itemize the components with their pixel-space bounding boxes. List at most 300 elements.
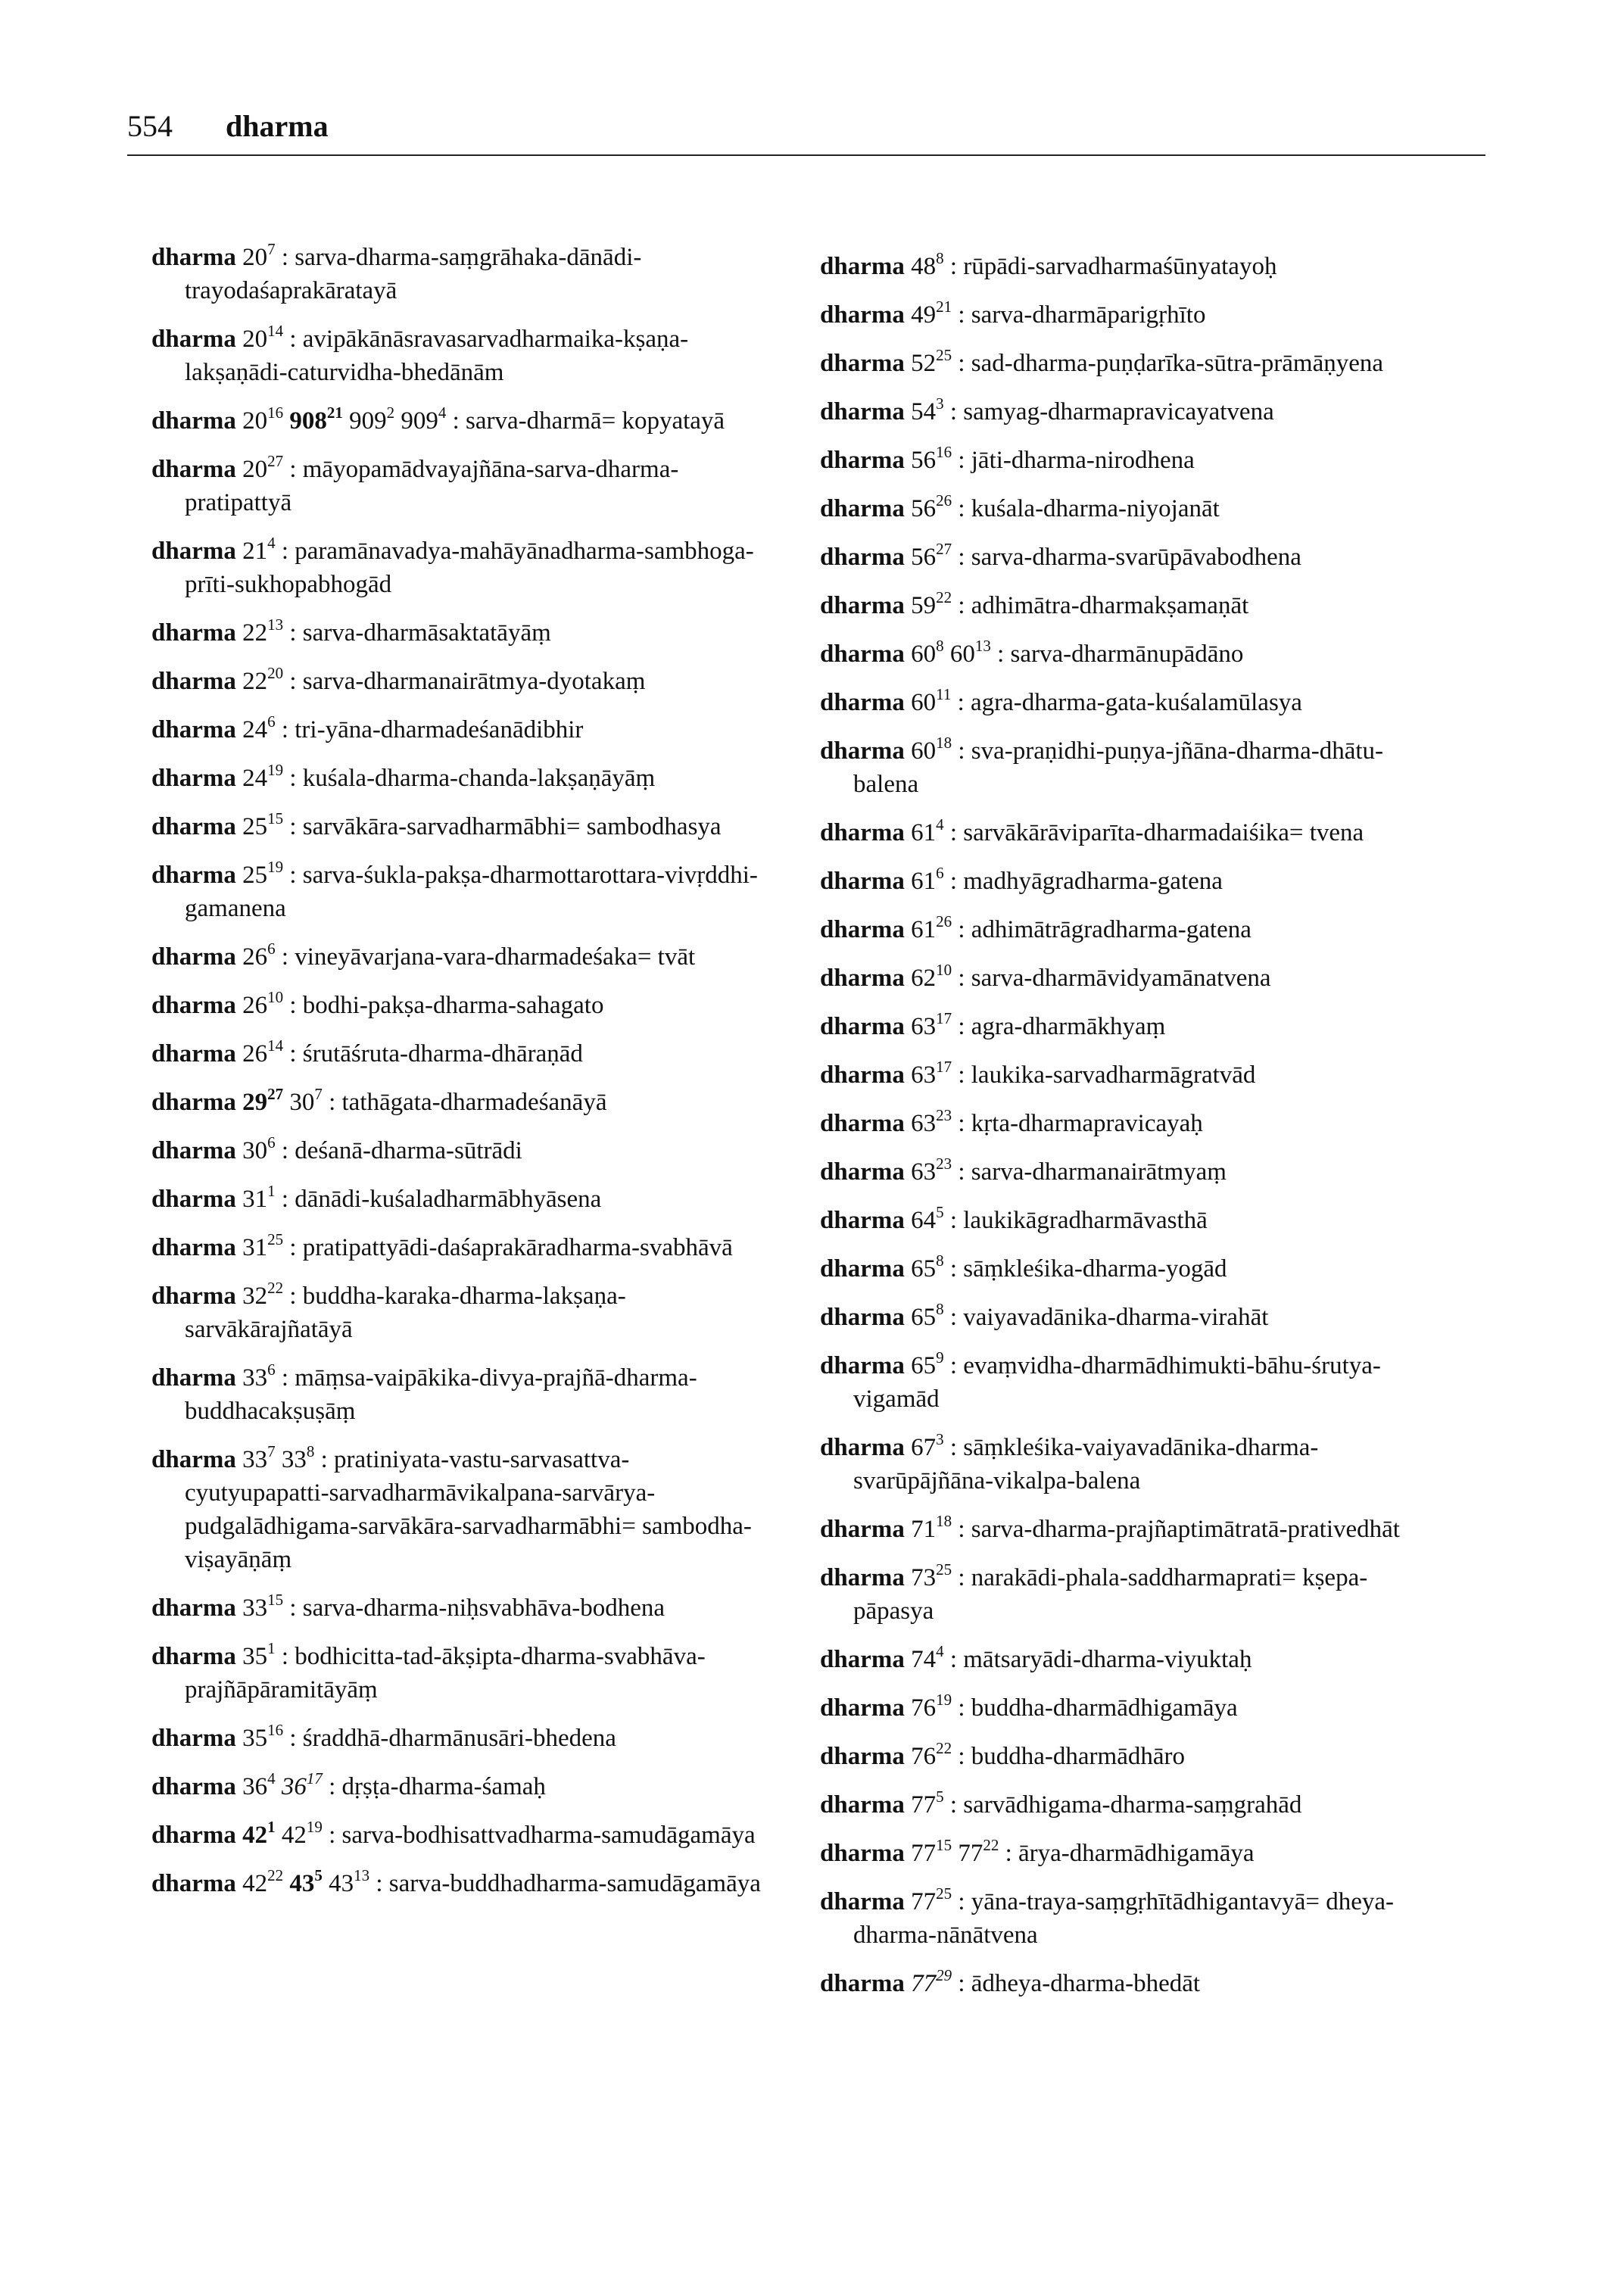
entry-headword: dharma [151, 943, 236, 971]
reference-line: 23 [936, 1155, 952, 1173]
entry-reference [911, 1009, 952, 1040]
reference-page: 56 [911, 447, 937, 474]
reference-page: 24 [242, 716, 268, 743]
reference-page: 59 [911, 592, 937, 619]
index-entry [820, 1058, 1441, 1092]
entry-headword: dharma [151, 1594, 236, 1622]
index-entry [820, 1788, 1441, 1822]
reference-page: 54 [911, 398, 937, 425]
reference-page: 74 [911, 1646, 937, 1673]
entry-headword: dharma [151, 1137, 236, 1164]
entry-headword: dharma [151, 619, 236, 647]
entry-reference [911, 961, 952, 992]
index-entry [820, 1837, 1441, 1870]
entry-reference [242, 988, 284, 1019]
reference-line: 1 [267, 1818, 276, 1836]
entry-reference [242, 1818, 276, 1849]
reference-page: 33 [242, 1446, 268, 1473]
entry-headword: dharma [820, 1516, 905, 1543]
entry-text: : sāṃkleśika-vaiyavadānika-dharma-svarūpājñāna-vikalpa-balena [853, 1434, 1319, 1495]
index-entry [820, 1204, 1441, 1237]
reference-page: 63 [911, 1110, 937, 1137]
entry-reference [242, 452, 284, 483]
reference-line: 3 [936, 394, 944, 413]
entry-headword: dharma [820, 1110, 905, 1137]
entry-text: : rūpādi-sarvadharmaśūnyatayoḥ [949, 253, 1277, 280]
reference-page: 65 [911, 1352, 937, 1379]
reference-page: 33 [242, 1364, 268, 1392]
entry-reference [242, 1361, 276, 1392]
entry-text: : laukikāgradharmāvasthā [949, 1207, 1208, 1234]
entry-reference [911, 1788, 944, 1819]
entry-headword: dharma [820, 1013, 905, 1040]
reference-line: 16 [936, 443, 952, 461]
reference-page: 25 [242, 813, 268, 840]
reference-line: 14 [267, 1036, 284, 1055]
entry-text: : sva-praṇidhi-puṇya-jñāna-dharma-dhātu-balena [853, 737, 1384, 798]
index-entry [151, 1770, 772, 1803]
entry-reference [911, 815, 944, 846]
entry-text: : agra-dharmākhyaṃ [958, 1013, 1166, 1040]
reference-page: 63 [911, 1158, 937, 1186]
entry-text: : śraddhā-dharmānusāri-bhedena [289, 1725, 616, 1752]
reference-page: 42 [242, 1870, 268, 1897]
entry-reference [329, 1866, 370, 1897]
entry-reference [911, 734, 952, 765]
reference-line: 23 [936, 1106, 952, 1124]
entry-text: : tathāgata-dharmadeśanāyā [329, 1089, 607, 1116]
entry-text: : sarva-dharma-niḥsvabhāva-bodhena [289, 1594, 665, 1622]
entry-headword: dharma [151, 716, 236, 743]
entry-text: : bodhi-pakṣa-dharma-sahagato [289, 992, 604, 1019]
reference-line: 21 [326, 404, 343, 422]
entry-reference [911, 685, 952, 716]
reference-page: 35 [242, 1725, 268, 1752]
index-entry [151, 1134, 772, 1167]
entry-headword: dharma [820, 916, 905, 943]
entry-headword: dharma [151, 668, 236, 695]
entry-text: : śrutāśruta-dharma-dhāraṇād [289, 1040, 583, 1068]
reference-page: 63 [911, 1013, 937, 1040]
reference-page: 22 [242, 668, 268, 695]
entry-reference [911, 1058, 952, 1089]
entry-text: : sarva-dharmāparigṛhīto [958, 301, 1206, 329]
reference-page: 76 [911, 1743, 937, 1770]
index-entry [151, 859, 772, 925]
reference-page: 32 [242, 1283, 268, 1310]
reference-line: 18 [936, 1512, 952, 1530]
entry-reference [911, 1884, 952, 1915]
entry-text: : pratiniyata-vastu-sarvasattva-cyutyupapatti-sarvadharmāvikalpana-sarvārya-pudgalādhigama-sarvākāra-sarvadharmābhi= sambodha-viṣayāṇāṃ [185, 1446, 752, 1573]
reference-page: 77 [958, 1840, 983, 1867]
reference-line: 5 [936, 1788, 944, 1806]
reference-line: 9 [936, 1348, 944, 1367]
reference-line: 21 [936, 298, 952, 316]
entry-reference [289, 1085, 323, 1116]
reference-page: 52 [911, 350, 937, 377]
reference-line: 22 [936, 1739, 952, 1757]
reference-page: 60 [911, 641, 937, 668]
reference-line: 6 [267, 712, 276, 731]
reference-line: 27 [267, 452, 284, 470]
index-entry [151, 1591, 772, 1625]
header-rule [127, 154, 1485, 156]
entry-headword: dharma [820, 737, 905, 765]
index-entry [820, 541, 1441, 574]
index-entry [820, 913, 1441, 946]
index-entry [820, 962, 1441, 995]
reference-line: 1 [267, 1639, 276, 1657]
entry-headword: dharma [820, 1352, 905, 1379]
reference-page: 64 [911, 1207, 937, 1234]
entry-headword: dharma [820, 1646, 905, 1673]
reference-page: 30 [242, 1137, 268, 1164]
entry-headword: dharma [820, 1434, 905, 1461]
reference-line: 8 [306, 1442, 315, 1460]
index-entry [820, 589, 1441, 622]
reference-line: 4 [267, 534, 276, 552]
index-entry [820, 298, 1441, 332]
reference-line: 17 [306, 1769, 323, 1788]
entry-text: : laukika-sarvadharmāgratvād [958, 1061, 1256, 1089]
index-entry [151, 1640, 772, 1706]
index-entry [820, 1155, 1441, 1189]
entry-text: : ādheya-dharma-bhedāt [958, 1970, 1201, 1997]
entry-text: : sarva-dharma-svarūpāvabodhena [958, 544, 1301, 571]
reference-line: 2 [386, 404, 395, 422]
entry-reference [242, 404, 284, 435]
reference-page: 77 [911, 1888, 937, 1915]
entry-reference [281, 1769, 323, 1800]
entry-headword: dharma [151, 456, 236, 483]
index-entry [820, 1513, 1441, 1546]
entry-headword: dharma [151, 1089, 236, 1116]
entry-reference [911, 1836, 952, 1867]
index-entry [151, 713, 772, 746]
index-entry [820, 1301, 1441, 1334]
reference-line: 6 [267, 940, 276, 958]
index-entry [820, 395, 1441, 429]
index-entry [820, 1967, 1441, 2000]
index-entry [151, 1361, 772, 1428]
entry-reference [349, 404, 395, 435]
reference-page: 42 [281, 1822, 307, 1849]
reference-page: 908 [289, 407, 327, 435]
entry-headword: dharma [151, 1186, 236, 1213]
reference-line: 4 [267, 1769, 276, 1788]
reference-line: 18 [936, 734, 952, 752]
reference-page: 36 [242, 1773, 268, 1800]
reference-line: 22 [983, 1836, 999, 1854]
reference-page: 71 [911, 1516, 937, 1543]
reference-page: 20 [242, 244, 268, 271]
entry-text: : sarva-śukla-pakṣa-dharmottarottara-vivṛddhi-gamanena [185, 862, 758, 922]
reference-page: 62 [911, 965, 937, 992]
index-entry [820, 347, 1441, 380]
index-entry [151, 1183, 772, 1216]
entry-reference [911, 1430, 944, 1461]
entry-reference [911, 346, 952, 377]
index-entry [820, 250, 1441, 283]
entry-reference [242, 1133, 276, 1164]
entry-headword: dharma [151, 1870, 236, 1897]
entry-text: : sarva-dharmanairātmyaṃ [958, 1158, 1227, 1186]
entry-headword: dharma [820, 1694, 905, 1722]
entry-reference [242, 858, 284, 889]
reference-page: 31 [242, 1186, 268, 1213]
index-entry [151, 810, 772, 843]
entry-headword: dharma [151, 1725, 236, 1752]
entry-reference [911, 1300, 944, 1331]
entry-headword: dharma [151, 1283, 236, 1310]
index-entry [151, 241, 772, 307]
reference-page: 60 [911, 737, 937, 765]
entry-reference [242, 1182, 276, 1213]
entry-text: : madhyāgradharma-gatena [949, 868, 1223, 895]
reference-line: 26 [936, 491, 952, 510]
index-entry [151, 616, 772, 650]
index-entry [820, 816, 1441, 849]
index-entry [820, 1349, 1441, 1416]
entry-reference [911, 1106, 952, 1137]
entry-reference [911, 637, 944, 668]
entry-reference [242, 1866, 284, 1897]
entry-headword: dharma [820, 1158, 905, 1186]
reference-line: 19 [267, 761, 284, 779]
running-title: dharma [226, 109, 329, 143]
entry-text: : adhimātra-dharmakṣamaṇāt [958, 592, 1249, 619]
entry-reference [242, 1085, 284, 1116]
entry-headword: dharma [820, 1743, 905, 1770]
reference-line: 8 [936, 1300, 944, 1318]
entry-headword: dharma [820, 641, 905, 668]
reference-page: 35 [242, 1643, 268, 1670]
entry-text: : sarva-buddhadharma-samudāgamāya [376, 1870, 761, 1897]
entry-reference [281, 1442, 315, 1473]
entry-reference [911, 1966, 952, 1997]
entry-text: : buddha-dharmādhāro [958, 1743, 1185, 1770]
reference-page: 77 [911, 1970, 937, 1997]
entry-headword: dharma [820, 495, 905, 522]
index-entry [820, 1010, 1441, 1043]
reference-line: 16 [267, 404, 284, 422]
entry-headword: dharma [151, 1234, 236, 1261]
entry-text: : sarva-dharmā= kopyatayā [452, 407, 725, 435]
reference-page: 31 [242, 1234, 268, 1261]
entry-reference [242, 1721, 284, 1752]
entry-headword: dharma [820, 544, 905, 571]
entry-text: : sarvākārāviparīta-dharmadaiśika= tvena [949, 819, 1364, 846]
reference-line: 1 [267, 1182, 276, 1200]
entry-text: : tri-yāna-dharmadeśanādibhir [281, 716, 584, 743]
entry-headword: dharma [820, 868, 905, 895]
reference-page: 33 [242, 1594, 268, 1622]
reference-line: 13 [267, 616, 284, 634]
index-entry [820, 1252, 1441, 1286]
entry-headword: dharma [820, 819, 905, 846]
reference-line: 11 [936, 685, 952, 703]
entry-text: : māyopamādvayajñāna-sarva-dharma-pratipattyā [185, 456, 679, 516]
entry-reference [242, 809, 284, 840]
entry-headword: dharma [820, 350, 905, 377]
entry-text: : yāna-traya-saṃgṛhītādhigantavyā= dheya-dharma-nānātvena [853, 1888, 1395, 1949]
entry-headword: dharma [820, 689, 905, 716]
entry-reference [242, 616, 284, 647]
entry-reference [242, 664, 284, 695]
entry-headword: dharma [820, 1970, 905, 1997]
index-entry [151, 1867, 772, 1900]
index-entry [151, 323, 772, 389]
reference-page: 43 [289, 1870, 315, 1897]
index-entry [820, 1431, 1441, 1498]
reference-line: 6 [267, 1133, 276, 1152]
entry-headword: dharma [151, 1040, 236, 1068]
entry-text: : deśanā-dharma-sūtrādi [281, 1137, 522, 1164]
reference-page: 65 [911, 1304, 937, 1331]
entry-reference [242, 1639, 276, 1670]
entry-headword: dharma [151, 1773, 236, 1800]
entry-text: : sarva-dharmanairātmya-dyotakaṃ [289, 668, 646, 695]
entry-text: : sarva-dharma-prajñaptimātratā-prativedhāt [958, 1516, 1400, 1543]
entry-headword: dharma [820, 398, 905, 425]
entry-reference [911, 249, 944, 280]
entry-text: : sāṃkleśika-dharma-yogād [949, 1255, 1227, 1283]
reference-line: 13 [974, 637, 991, 655]
index-entry [151, 1037, 772, 1071]
entry-headword: dharma [820, 1255, 905, 1283]
entry-text: : agra-dharma-gata-kuśalamūlasya [957, 689, 1302, 716]
entry-text: : sarva-dharmānupādāno [997, 641, 1244, 668]
entry-reference [911, 1348, 944, 1379]
entry-headword: dharma [820, 1791, 905, 1819]
index-entry [151, 1819, 772, 1852]
index-entry [820, 444, 1441, 477]
entry-reference [949, 637, 991, 668]
entry-reference [911, 491, 952, 522]
reference-page: 24 [242, 765, 268, 792]
entry-reference [242, 322, 284, 353]
reference-page: 36 [281, 1773, 307, 1800]
reference-page: 20 [242, 407, 268, 435]
index-entry [820, 1885, 1441, 1952]
reference-line: 17 [936, 1058, 952, 1076]
reference-page: 26 [242, 992, 268, 1019]
entry-reference [242, 761, 284, 792]
index-entry [820, 865, 1441, 898]
reference-page: 26 [242, 1040, 268, 1068]
reference-page: 65 [911, 1255, 937, 1283]
entry-text: : avipākānāsravasarvadharmaika-kṣaṇa-lakṣaṇādi-caturvidha-bhedānām [185, 326, 689, 386]
entry-headword: dharma [151, 765, 236, 792]
entry-reference [242, 940, 276, 971]
entry-reference [911, 864, 944, 895]
entry-headword: dharma [151, 1364, 236, 1392]
entry-reference [281, 1818, 323, 1849]
index-entry [151, 665, 772, 698]
reference-line: 17 [936, 1009, 952, 1027]
entry-text: : sarva-dharma-saṃgrāhaka-dānādi-trayodaśaprakāratayā [185, 244, 642, 304]
reference-page: 33 [281, 1446, 307, 1473]
entry-text: : narakādi-phala-saddharmaprati= kṣepa-pāpasya [853, 1564, 1368, 1625]
entry-reference [242, 1279, 284, 1310]
reference-page: 60 [949, 641, 975, 668]
entry-headword: dharma [151, 538, 236, 565]
entry-reference [242, 1591, 284, 1622]
reference-line: 8 [936, 249, 944, 267]
reference-line: 7 [267, 1442, 276, 1460]
entry-headword: dharma [820, 447, 905, 474]
page-number: 554 [127, 109, 173, 143]
entry-reference [911, 1560, 952, 1591]
entry-reference [911, 298, 952, 329]
reference-page: 43 [329, 1870, 354, 1897]
entry-reference [242, 1769, 276, 1800]
reference-line: 10 [267, 988, 284, 1006]
reference-page: 61 [911, 868, 937, 895]
entry-headword: dharma [820, 1207, 905, 1234]
entry-text: : sarvākāra-sarvadharmābhi= sambodhasya [289, 813, 722, 840]
entry-reference [289, 404, 343, 435]
index-entry [151, 453, 772, 519]
index-entry [151, 1086, 772, 1119]
right-column [820, 250, 1441, 2015]
entry-reference [911, 1155, 952, 1186]
reference-line: 13 [354, 1866, 370, 1884]
entry-text: : samyag-dharmapravicayatvena [949, 398, 1274, 425]
reference-page: 42 [242, 1822, 268, 1849]
reference-line: 14 [267, 322, 284, 340]
reference-page: 22 [242, 619, 268, 647]
reference-page: 20 [242, 456, 268, 483]
reference-page: 21 [242, 538, 268, 565]
entry-headword: dharma [151, 862, 236, 889]
entry-reference [958, 1836, 999, 1867]
entry-reference [401, 404, 447, 435]
reference-line: 26 [936, 912, 952, 930]
reference-line: 10 [936, 961, 952, 979]
entry-reference [242, 1036, 284, 1068]
entry-text: : adhimātrāgradharma-gatena [958, 916, 1252, 943]
reference-page: 56 [911, 495, 937, 522]
reference-line: 25 [936, 1560, 952, 1579]
entry-headword: dharma [151, 1446, 236, 1473]
reference-page: 909 [349, 407, 387, 435]
index-entry [820, 492, 1441, 525]
reference-page: 60 [911, 689, 937, 716]
entry-text: : vaiyavadānika-dharma-virahāt [949, 1304, 1269, 1331]
reference-line: 15 [267, 809, 284, 828]
reference-line: 22 [267, 1866, 284, 1884]
reference-line: 22 [936, 588, 952, 606]
reference-line: 8 [936, 1251, 944, 1270]
reference-line: 4 [936, 1642, 944, 1660]
reference-line: 15 [936, 1836, 952, 1854]
reference-line: 4 [438, 404, 447, 422]
reference-line: 16 [267, 1721, 284, 1739]
reference-line: 6 [936, 864, 944, 882]
entry-text: : sarva-bodhisattvadharma-samudāgamāya [329, 1822, 756, 1849]
reference-page: 25 [242, 862, 268, 889]
reference-page: 67 [911, 1434, 937, 1461]
entry-text: : ārya-dharmādhigamāya [1005, 1840, 1255, 1867]
entry-headword: dharma [820, 1840, 905, 1867]
index-entry [151, 1279, 772, 1346]
index-entry [820, 1561, 1441, 1628]
entry-text: : sarva-dharmāsaktatāyāṃ [289, 619, 551, 647]
entry-headword: dharma [151, 813, 236, 840]
entry-reference [242, 712, 276, 743]
entry-headword: dharma [820, 1564, 905, 1591]
